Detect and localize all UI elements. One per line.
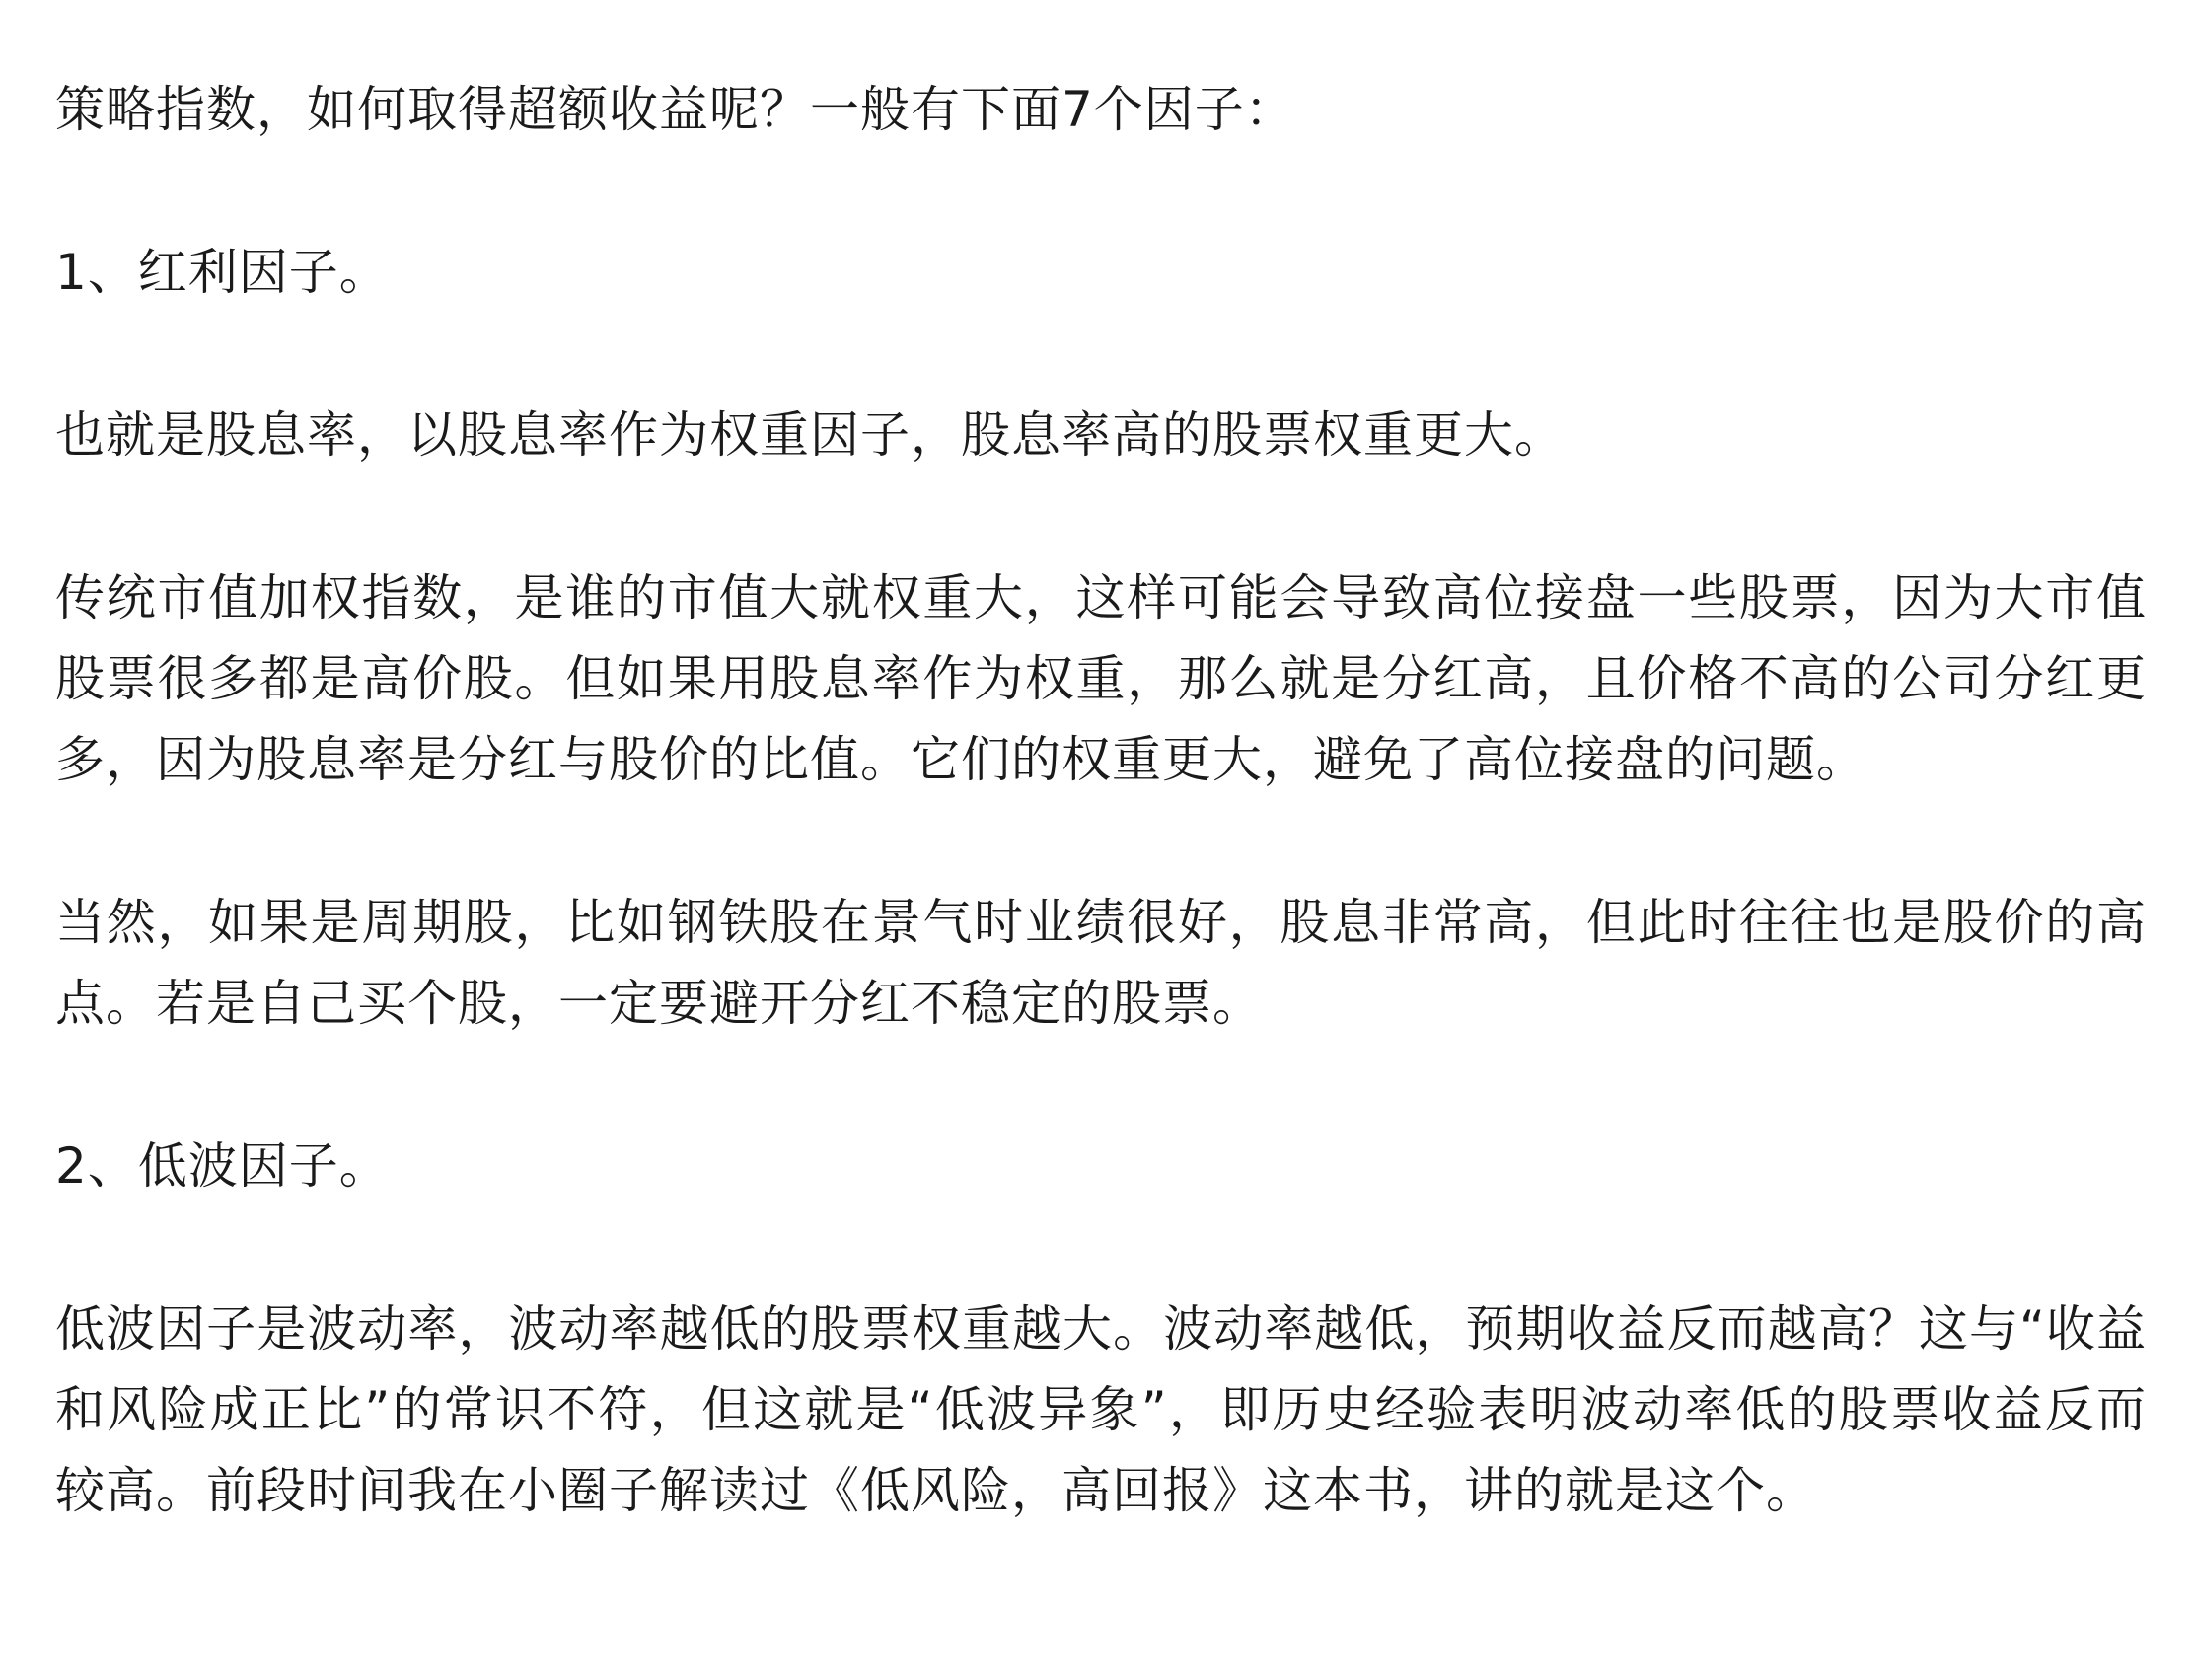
- factor-2-heading: 2、低波因子。: [55, 1137, 390, 1195]
- dividend-definition-paragraph: 也就是股息率，以股息率作为权重因子，股息率高的股票权重更大。: [55, 406, 1565, 464]
- factor-1-heading: 1、红利因子。: [55, 244, 390, 301]
- cyclical-stock-paragraph: 当然，如果是周期股，比如钢铁股在景气时业绩很好，股息非常高，但此时往往也是股价的高点。若是自己买个股，一定要避开分红不稳定的股票。: [55, 894, 2147, 1032]
- intro-paragraph: 策略指数，如何取得超额收益呢？一般有下面7个因子：: [55, 81, 1295, 138]
- article-body: [55, 69, 2147, 1531]
- low-volatility-paragraph: 低波因子是波动率，波动率越低的股票权重越大。波动率越低，预期收益反而越高？这与“收益和风险成正比”的常识不符，但这就是“低波异象”，即历史经验表明波动率低的股票收益反而较高。前段时间我在小圈子解读过《低风险，高回报》这本书，讲的就是这个。: [55, 1300, 2147, 1519]
- market-cap-comparison-paragraph: 传统市值加权指数，是谁的市值大就权重大，这样可能会导致高位接盘一些股票，因为大市值股票很多都是高价股。但如果用股息率作为权重，那么就是分红高，且价格不高的公司分红更多，因为股息率是分红与股价的比值。它们的权重更大，避免了高位接盘的问题。: [55, 569, 2147, 788]
